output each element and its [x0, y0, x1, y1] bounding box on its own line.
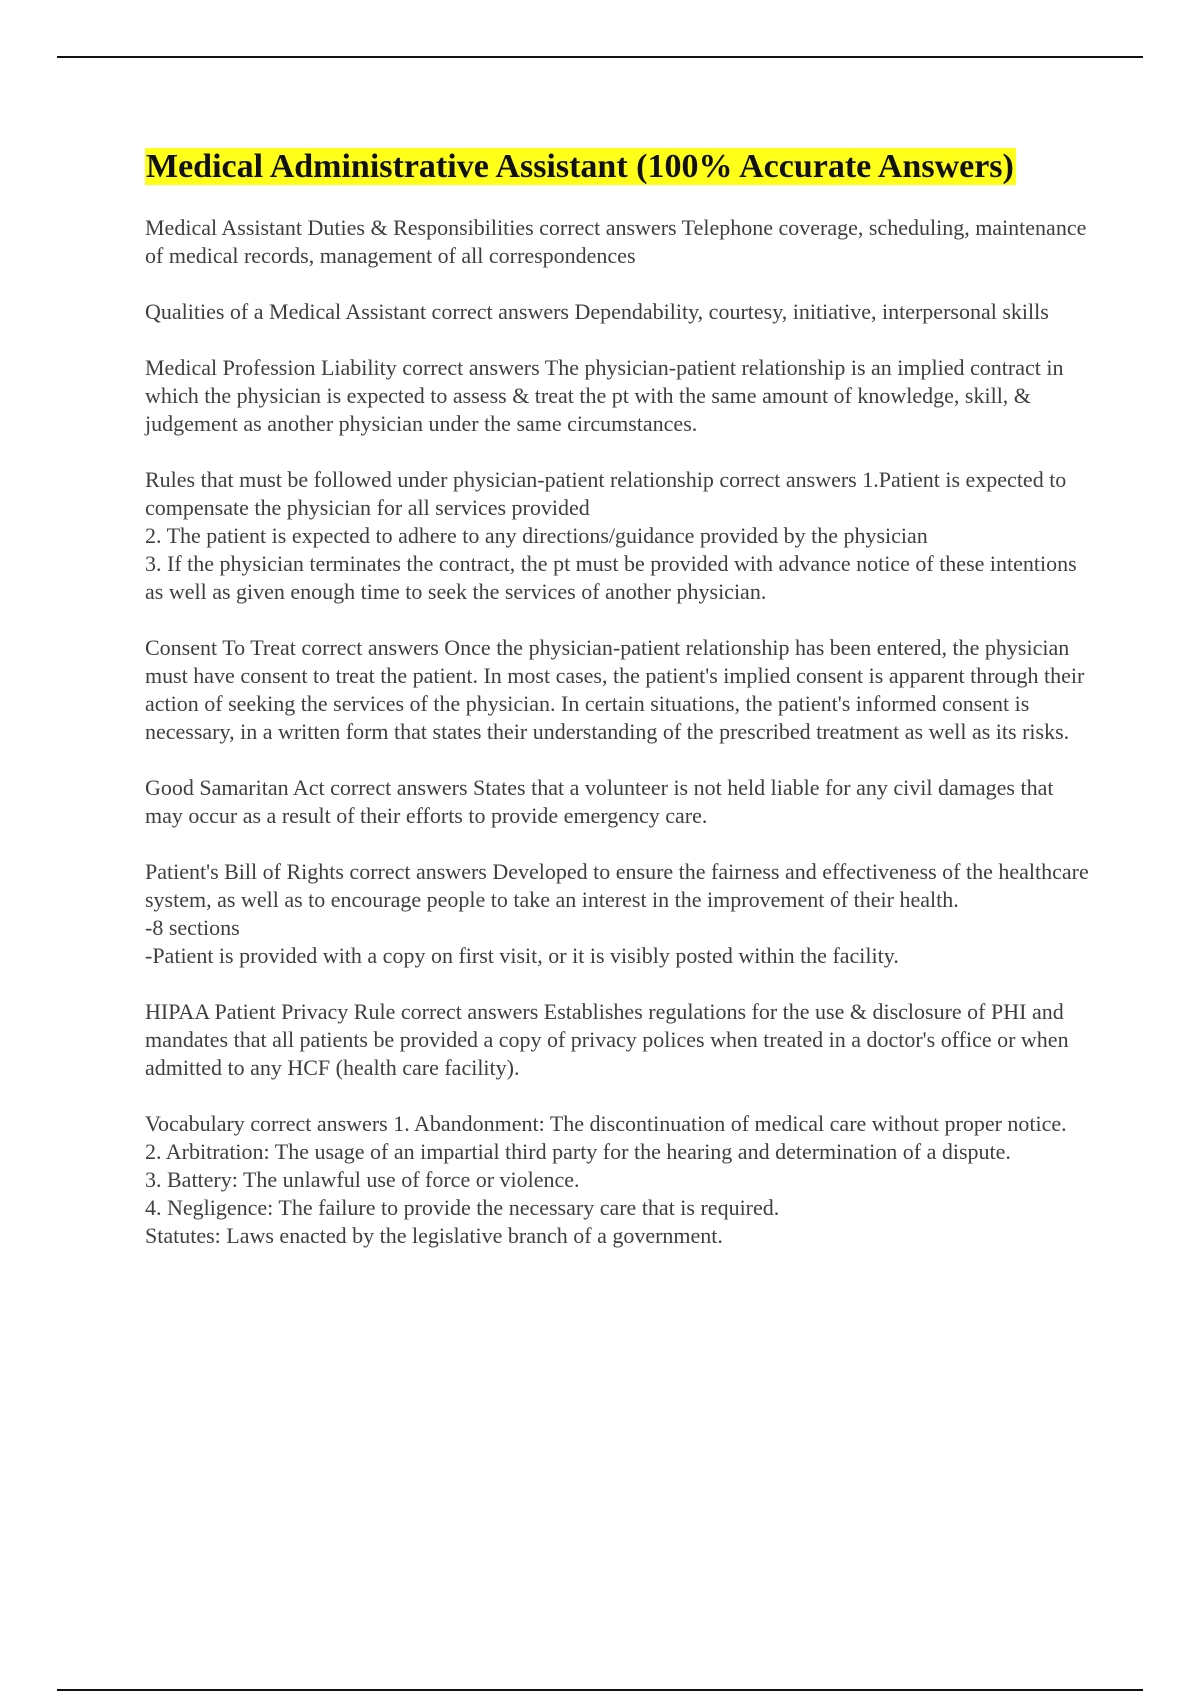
- entry-liability: [145, 354, 1095, 438]
- entry-text: Medical Profession Liability correct answers The physician-patient relationship is an implied contract in which the physician is expected to assess & treat the pt with the same amount of knowledge, skill, & judgement as another physician under the same circumstances.: [145, 355, 1064, 436]
- entry-text: Qualities of a Medical Assistant correct answers Dependability, courtesy, initiative, interpersonal skills: [145, 299, 1049, 324]
- document-title: [145, 146, 1095, 188]
- entry-text: Consent To Treat correct answers Once the physician-patient relationship has been entered, the physician must have consent to treat the patient. In most cases, the patient's implied consent is apparent through their action of seeking the services of the physician. In certain situations, the patient's informed consent is necessary, in a written form that states their understanding of the prescribed treatment as well as its risks.: [145, 635, 1085, 744]
- document-title-text: Medical Administrative Assistant (100% Accurate Answers): [146, 148, 1014, 185]
- entry-subline: 2. The patient is expected to adhere to any directions/guidance provided by the physician: [145, 523, 928, 548]
- entry-text: Rules that must be followed under physician-patient relationship correct answers 1.Patient is expected to compensate the physician for all services provided: [145, 467, 1067, 520]
- entry-qualities: [145, 298, 1095, 326]
- entry-subline: 2. Arbitration: The usage of an impartial third party for the hearing and determination of a dispute.: [145, 1139, 1011, 1164]
- entry-bill-of-rights: [145, 858, 1095, 970]
- entry-subline: 4. Negligence: The failure to provide the necessary care that is required.: [145, 1195, 780, 1220]
- entry-duties: [145, 214, 1095, 270]
- entry-rules: [145, 466, 1095, 606]
- entry-subline: Statutes: Laws enacted by the legislative branch of a government.: [145, 1223, 723, 1248]
- document-body: [145, 146, 1095, 1278]
- entry-subline: -Patient is provided with a copy on first visit, or it is visibly posted within the facility.: [145, 943, 899, 968]
- entry-text: HIPAA Patient Privacy Rule correct answers Establishes regulations for the use & disclosure of PHI and mandates that all patients be provided a copy of privacy polices when treated in a doctor's office or when admitted to any HCF (health care facility).: [145, 999, 1069, 1080]
- entry-hipaa: [145, 998, 1095, 1082]
- entry-text: Vocabulary correct answers 1. Abandonment: The discontinuation of medical care without proper notice.: [145, 1111, 1067, 1136]
- entry-text: Patient's Bill of Rights correct answers Developed to ensure the fairness and effectiveness of the healthcare system, as well as to encourage people to take an interest in the improvement of their health.: [145, 859, 1089, 912]
- entry-text: Medical Assistant Duties & Responsibilities correct answers Telephone coverage, scheduling, maintenance of medical records, management of all correspondences: [145, 215, 1087, 268]
- entry-good-samaritan: [145, 774, 1095, 830]
- entry-vocabulary: [145, 1110, 1095, 1250]
- entry-subline: -8 sections: [145, 915, 240, 940]
- entry-text: Good Samaritan Act correct answers States that a volunteer is not held liable for any civil damages that may occur as a result of their efforts to provide emergency care.: [145, 775, 1054, 828]
- entry-subline: 3. Battery: The unlawful use of force or violence.: [145, 1167, 580, 1192]
- bottom-rule: [57, 1689, 1143, 1691]
- entry-consent: [145, 634, 1095, 746]
- top-rule: [57, 56, 1143, 58]
- entry-subline: 3. If the physician terminates the contract, the pt must be provided with advance notice of these intentions as well as given enough time to seek the services of another physician.: [145, 551, 1077, 604]
